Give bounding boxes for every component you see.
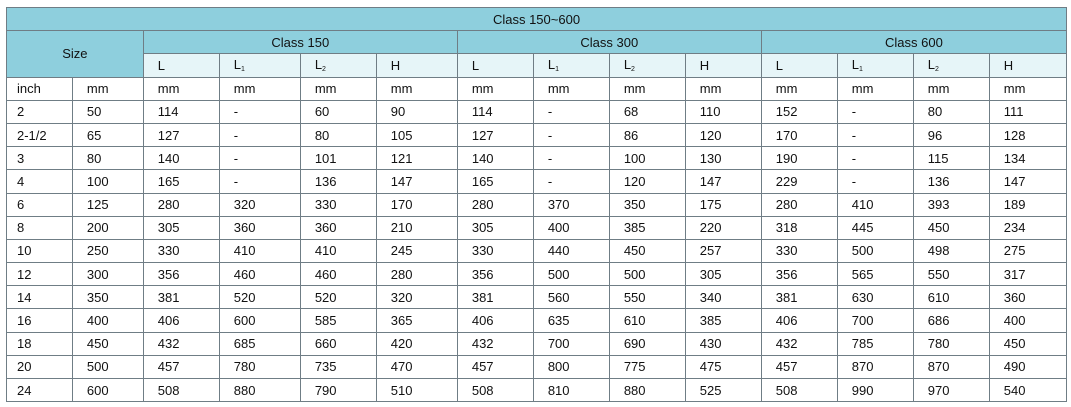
- table-cell: 320: [376, 286, 457, 309]
- column-header-base: H: [390, 57, 401, 73]
- table-cell: 370: [533, 193, 609, 216]
- table-cell: 686: [913, 309, 989, 332]
- table-cell: 317: [989, 263, 1066, 286]
- unit-cell: mm: [609, 77, 685, 100]
- table-row: [7, 123, 1067, 146]
- table-cell: 18: [7, 332, 73, 355]
- column-header: [300, 54, 376, 77]
- table-cell: 700: [837, 309, 913, 332]
- group-header: Class 600: [761, 31, 1066, 54]
- table-row: [7, 239, 1067, 262]
- table-cell: 340: [685, 286, 761, 309]
- table-cell: 420: [376, 332, 457, 355]
- table-cell: 381: [761, 286, 837, 309]
- table-row: [7, 147, 1067, 170]
- table-cell: 700: [533, 332, 609, 355]
- table-cell: 111: [989, 100, 1066, 123]
- column-header-base: L: [623, 57, 632, 73]
- unit-cell: mm: [376, 77, 457, 100]
- table-cell: 500: [837, 239, 913, 262]
- table-cell: 356: [761, 263, 837, 286]
- table-cell: 365: [376, 309, 457, 332]
- table-cell: 350: [609, 193, 685, 216]
- table-cell: 457: [457, 355, 533, 378]
- table-cell: 120: [609, 170, 685, 193]
- table-cell: 80: [913, 100, 989, 123]
- table-row: [7, 309, 1067, 332]
- table-cell: 120: [685, 123, 761, 146]
- unit-cell: inch: [7, 77, 73, 100]
- table-cell: 780: [913, 332, 989, 355]
- column-header-base: L: [851, 57, 859, 73]
- column-header-base: H: [1003, 57, 1014, 73]
- table-cell: 147: [989, 170, 1066, 193]
- unit-cell: mm: [685, 77, 761, 100]
- table-cell: 10: [7, 239, 73, 262]
- column-header: [685, 54, 761, 77]
- table-cell: 96: [913, 123, 989, 146]
- table-cell: 520: [300, 286, 376, 309]
- table-cell: 445: [837, 216, 913, 239]
- column-header-base: L: [471, 57, 480, 73]
- table-cell: 86: [609, 123, 685, 146]
- table-cell: 147: [376, 170, 457, 193]
- table-cell: -: [837, 170, 913, 193]
- table-row: [7, 332, 1067, 355]
- column-header-subscript: 2: [934, 66, 939, 74]
- column-header-base: L: [775, 57, 784, 73]
- column-header: [533, 54, 609, 77]
- table-cell: 170: [376, 193, 457, 216]
- table-cell: 136: [300, 170, 376, 193]
- column-header-subscript: 1: [859, 66, 863, 74]
- table-cell: 635: [533, 309, 609, 332]
- column-header: [376, 54, 457, 77]
- table-cell: 440: [533, 239, 609, 262]
- table-cell: 147: [685, 170, 761, 193]
- table-cell: 50: [72, 100, 143, 123]
- table-cell: 510: [376, 379, 457, 402]
- table-cell: 330: [761, 239, 837, 262]
- table-cell: 400: [989, 309, 1066, 332]
- table-cell: 114: [457, 100, 533, 123]
- unit-cell: mm: [533, 77, 609, 100]
- table-cell: 110: [685, 100, 761, 123]
- table-cell: 500: [533, 263, 609, 286]
- table-cell: 508: [457, 379, 533, 402]
- table-cell: 565: [837, 263, 913, 286]
- table-cell: -: [837, 123, 913, 146]
- table-cell: 520: [219, 286, 300, 309]
- table-cell: 450: [913, 216, 989, 239]
- table-cell: 810: [533, 379, 609, 402]
- table-cell: 300: [72, 263, 143, 286]
- table-cell: 257: [685, 239, 761, 262]
- column-header-base: L: [233, 57, 241, 73]
- table-cell: 775: [609, 355, 685, 378]
- table-cell: 457: [143, 355, 219, 378]
- table-cell: 2-1/2: [7, 123, 73, 146]
- table-cell: 685: [219, 332, 300, 355]
- table-cell: 880: [219, 379, 300, 402]
- table-cell: 400: [72, 309, 143, 332]
- table-cell: 80: [300, 123, 376, 146]
- column-header: [761, 54, 837, 77]
- table-cell: 20: [7, 355, 73, 378]
- unit-cell: mm: [989, 77, 1066, 100]
- table-cell: 229: [761, 170, 837, 193]
- unit-cell: mm: [837, 77, 913, 100]
- table-cell: 90: [376, 100, 457, 123]
- table-cell: 410: [837, 193, 913, 216]
- table-cell: 550: [609, 286, 685, 309]
- table-cell: 490: [989, 355, 1066, 378]
- table-cell: 330: [300, 193, 376, 216]
- table-cell: 318: [761, 216, 837, 239]
- column-header-base: L: [157, 57, 166, 73]
- table-cell: 12: [7, 263, 73, 286]
- table-cell: 245: [376, 239, 457, 262]
- table-cell: 870: [913, 355, 989, 378]
- column-header-subscript: 1: [555, 66, 559, 74]
- table-cell: -: [533, 147, 609, 170]
- table-cell: 100: [609, 147, 685, 170]
- column-header-subscript: 1: [241, 66, 245, 74]
- table-row: [7, 355, 1067, 378]
- table-cell: 785: [837, 332, 913, 355]
- table-cell: 800: [533, 355, 609, 378]
- table-cell: 450: [72, 332, 143, 355]
- table-cell: 130: [685, 147, 761, 170]
- table-cell: -: [219, 100, 300, 123]
- table-cell: 24: [7, 379, 73, 402]
- table-cell: -: [533, 170, 609, 193]
- table-cell: -: [219, 147, 300, 170]
- table-cell: 406: [761, 309, 837, 332]
- table-cell: -: [533, 100, 609, 123]
- table-cell: 356: [143, 263, 219, 286]
- table-cell: 140: [457, 147, 533, 170]
- table-cell: 381: [457, 286, 533, 309]
- table-cell: 550: [913, 263, 989, 286]
- table-cell: 880: [609, 379, 685, 402]
- unit-cell: mm: [219, 77, 300, 100]
- table-cell: 400: [533, 216, 609, 239]
- table-cell: 121: [376, 147, 457, 170]
- table-cell: 385: [685, 309, 761, 332]
- table-cell: -: [219, 170, 300, 193]
- table-cell: -: [837, 147, 913, 170]
- table-cell: 735: [300, 355, 376, 378]
- table-cell: 6: [7, 193, 73, 216]
- column-header-subscript: 2: [322, 66, 326, 74]
- unit-cell: mm: [143, 77, 219, 100]
- table-cell: 432: [761, 332, 837, 355]
- table-cell: 460: [219, 263, 300, 286]
- table-cell: 610: [913, 286, 989, 309]
- table-cell: 356: [457, 263, 533, 286]
- table-cell: 330: [457, 239, 533, 262]
- table-cell: 360: [219, 216, 300, 239]
- table-cell: 330: [143, 239, 219, 262]
- column-header-subscript: 2: [631, 66, 635, 74]
- column-header: [609, 54, 685, 77]
- table-cell: 127: [143, 123, 219, 146]
- table-cell: 140: [143, 147, 219, 170]
- table-cell: 115: [913, 147, 989, 170]
- table-cell: 660: [300, 332, 376, 355]
- table-cell: 127: [457, 123, 533, 146]
- table-row: [7, 286, 1067, 309]
- table-cell: 114: [143, 100, 219, 123]
- table-cell: 65: [72, 123, 143, 146]
- unit-cell: mm: [300, 77, 376, 100]
- table-cell: 970: [913, 379, 989, 402]
- column-header-base: L: [314, 57, 323, 73]
- table-cell: 600: [72, 379, 143, 402]
- table-cell: 189: [989, 193, 1066, 216]
- table-cell: 80: [72, 147, 143, 170]
- table-cell: 460: [300, 263, 376, 286]
- table-cell: 410: [300, 239, 376, 262]
- table-cell: 305: [457, 216, 533, 239]
- table-cell: 16: [7, 309, 73, 332]
- table-cell: 381: [143, 286, 219, 309]
- table-cell: 275: [989, 239, 1066, 262]
- column-header: [143, 54, 219, 77]
- table-cell: 470: [376, 355, 457, 378]
- table-cell: 190: [761, 147, 837, 170]
- table-cell: 100: [72, 170, 143, 193]
- table-cell: 406: [457, 309, 533, 332]
- table-cell: 60: [300, 100, 376, 123]
- table-cell: -: [837, 100, 913, 123]
- table-cell: 990: [837, 379, 913, 402]
- table-cell: 508: [761, 379, 837, 402]
- table-cell: 165: [457, 170, 533, 193]
- table-cell: 498: [913, 239, 989, 262]
- table-cell: 450: [609, 239, 685, 262]
- table-cell: 101: [300, 147, 376, 170]
- table-cell: 210: [376, 216, 457, 239]
- table-cell: 128: [989, 123, 1066, 146]
- table-cell: 870: [837, 355, 913, 378]
- column-header-base: L: [927, 57, 935, 73]
- table-cell: 125: [72, 193, 143, 216]
- table-cell: 250: [72, 239, 143, 262]
- table-cell: 320: [219, 193, 300, 216]
- table-cell: 560: [533, 286, 609, 309]
- column-header-base: H: [699, 57, 710, 73]
- table-cell: 475: [685, 355, 761, 378]
- group-header: Class 150: [143, 31, 457, 54]
- column-header: [457, 54, 533, 77]
- table-cell: 220: [685, 216, 761, 239]
- table-cell: 360: [300, 216, 376, 239]
- table-cell: 500: [609, 263, 685, 286]
- unit-cell: mm: [913, 77, 989, 100]
- table-cell: 234: [989, 216, 1066, 239]
- table-cell: 780: [219, 355, 300, 378]
- table-row: [7, 379, 1067, 402]
- group-header: Class 300: [457, 31, 761, 54]
- column-header: [219, 54, 300, 77]
- column-header: [989, 54, 1066, 77]
- table-row: [7, 193, 1067, 216]
- table-cell: 152: [761, 100, 837, 123]
- table-cell: 4: [7, 170, 73, 193]
- table-cell: 350: [72, 286, 143, 309]
- dimension-table: [6, 7, 1067, 402]
- table-cell: 525: [685, 379, 761, 402]
- table-cell: 690: [609, 332, 685, 355]
- table-cell: 280: [143, 193, 219, 216]
- units-row: [7, 77, 1067, 100]
- table-cell: 610: [609, 309, 685, 332]
- table-cell: 68: [609, 100, 685, 123]
- table-cell: 410: [219, 239, 300, 262]
- table-cell: 136: [913, 170, 989, 193]
- table-cell: 450: [989, 332, 1066, 355]
- table-cell: 406: [143, 309, 219, 332]
- table-cell: 432: [143, 332, 219, 355]
- table-cell: 8: [7, 216, 73, 239]
- unit-cell: mm: [457, 77, 533, 100]
- table-cell: 585: [300, 309, 376, 332]
- table-cell: 134: [989, 147, 1066, 170]
- table-cell: 170: [761, 123, 837, 146]
- table-cell: 2: [7, 100, 73, 123]
- table-cell: 305: [143, 216, 219, 239]
- table-cell: 630: [837, 286, 913, 309]
- table-cell: 790: [300, 379, 376, 402]
- table-cell: 500: [72, 355, 143, 378]
- table-row: [7, 263, 1067, 286]
- table-cell: 280: [457, 193, 533, 216]
- table-cell: 3: [7, 147, 73, 170]
- table-cell: 385: [609, 216, 685, 239]
- table-cell: 175: [685, 193, 761, 216]
- table-cell: -: [533, 123, 609, 146]
- size-header: Size: [7, 31, 144, 77]
- table-cell: 280: [376, 263, 457, 286]
- table-cell: 360: [989, 286, 1066, 309]
- column-header: [837, 54, 913, 77]
- table-row: [7, 216, 1067, 239]
- table-cell: 600: [219, 309, 300, 332]
- table-cell: 430: [685, 332, 761, 355]
- unit-cell: mm: [72, 77, 143, 100]
- table-cell: 540: [989, 379, 1066, 402]
- table-cell: 393: [913, 193, 989, 216]
- table-cell: 305: [685, 263, 761, 286]
- table-cell: 432: [457, 332, 533, 355]
- table-row: [7, 170, 1067, 193]
- table-cell: 14: [7, 286, 73, 309]
- table-title: Class 150~600: [7, 8, 1067, 31]
- table-cell: 165: [143, 170, 219, 193]
- table-cell: 200: [72, 216, 143, 239]
- column-header-base: L: [547, 57, 556, 73]
- table-cell: 508: [143, 379, 219, 402]
- table-cell: -: [219, 123, 300, 146]
- table-row: [7, 100, 1067, 123]
- table-cell: 457: [761, 355, 837, 378]
- table-cell: 280: [761, 193, 837, 216]
- column-header: [913, 54, 989, 77]
- unit-cell: mm: [761, 77, 837, 100]
- table-cell: 105: [376, 123, 457, 146]
